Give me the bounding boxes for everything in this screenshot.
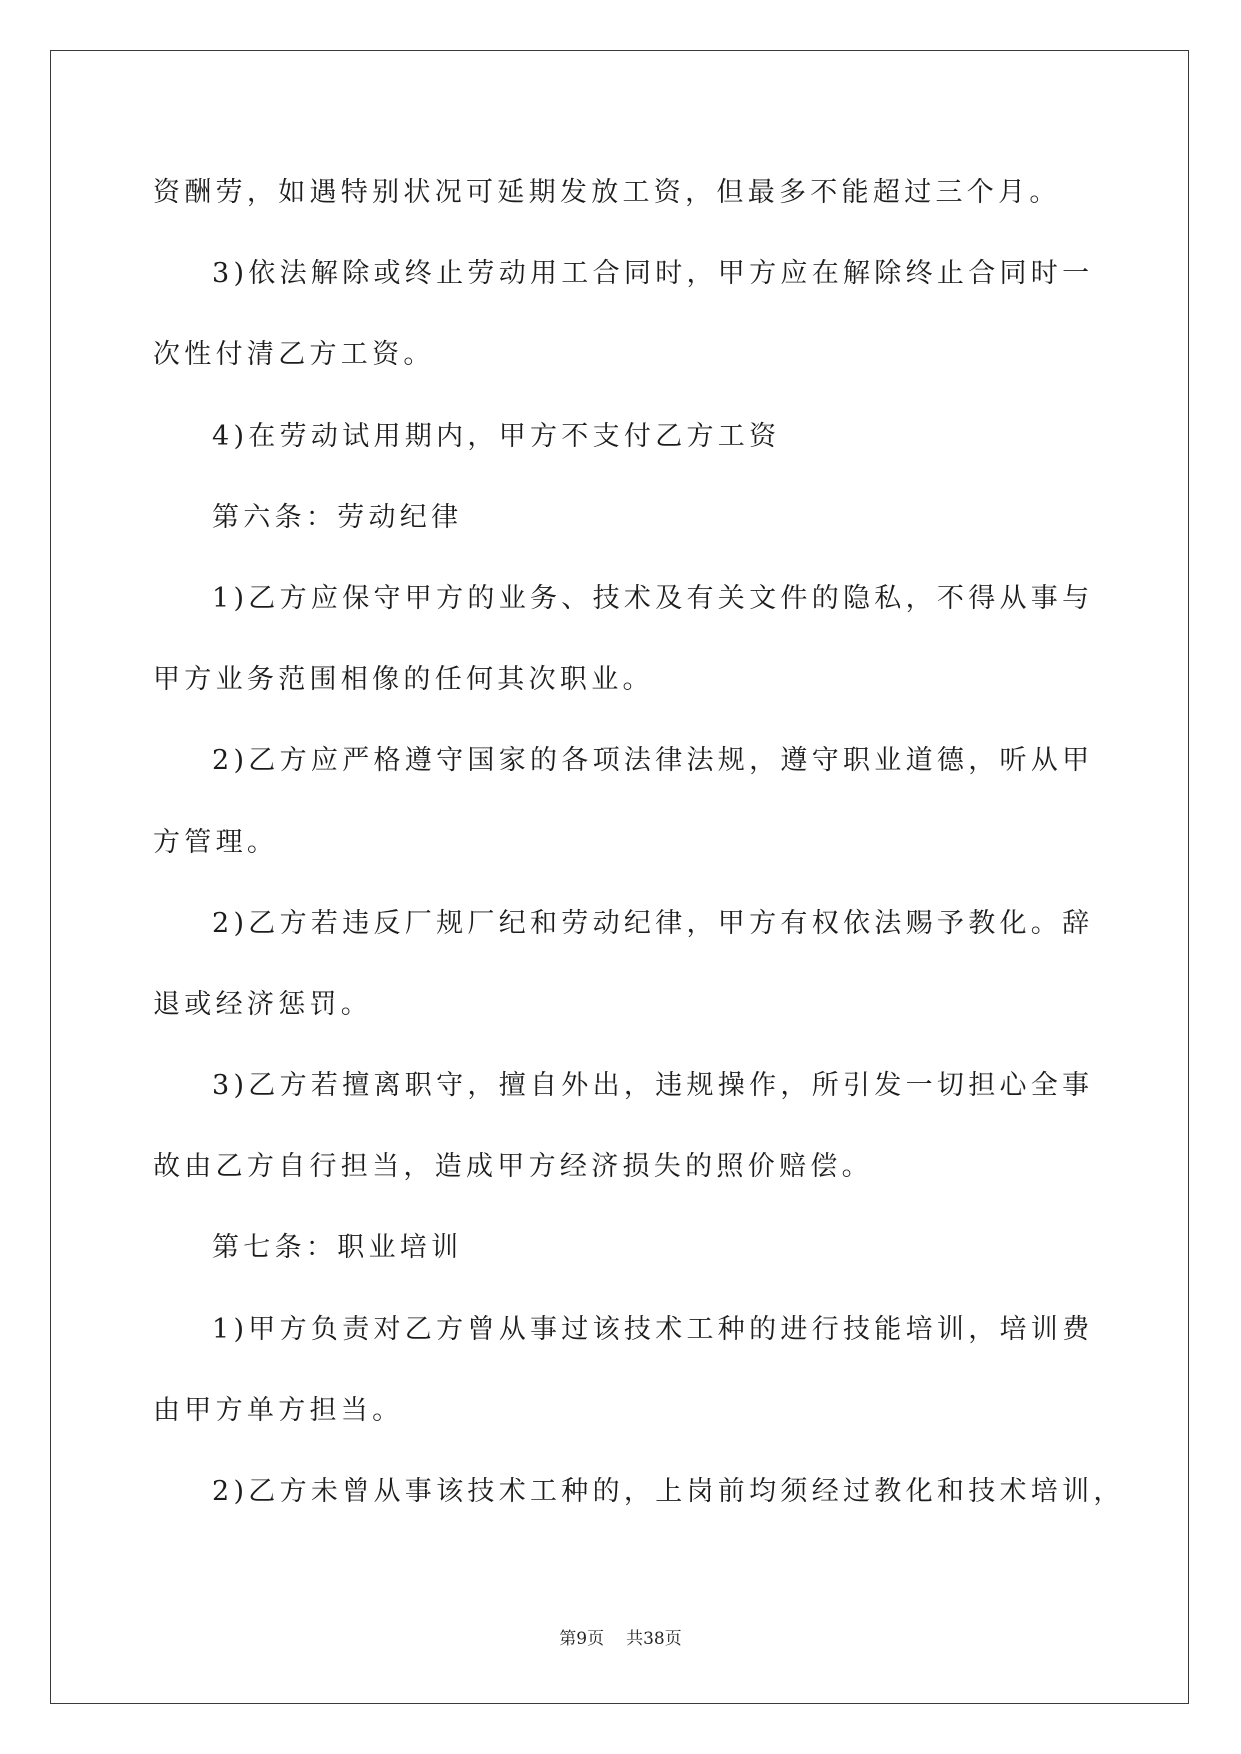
paragraph	[153, 1289, 1173, 1451]
text-line: 次性付清乙方工资。	[153, 339, 435, 371]
section-heading	[153, 1207, 1173, 1288]
section-heading	[153, 477, 1173, 558]
paragraph	[153, 883, 1173, 1045]
text-line: 3)乙方若擅离职守，擅自外出，违规操作，所引发一切担心全事	[212, 1070, 1094, 1102]
paragraph	[153, 233, 1173, 395]
page-total: 共38页	[626, 1629, 682, 1649]
paragraph	[153, 396, 1173, 477]
paragraph	[153, 1451, 1173, 1532]
text-line: 资酬劳，如遇特别状况可延期发放工资，但最多不能超过三个月。	[153, 177, 1061, 208]
section-heading-text: 第七条：职业培训	[212, 1232, 463, 1264]
paragraph	[153, 558, 1173, 720]
paragraph	[153, 1045, 1173, 1207]
paragraph	[153, 720, 1173, 882]
page-footer	[0, 1627, 1241, 1651]
section-heading-text: 第六条：劳动纪律	[212, 501, 463, 533]
text-line: 2)乙方若违反厂规厂纪和劳动纪律，甲方有权依法赐予教化。辞	[212, 907, 1094, 939]
text-line: 方管理。	[153, 826, 279, 858]
document-body	[153, 152, 1173, 1532]
text-line: 退或经济惩罚。	[153, 988, 373, 1020]
text-line: 3)依法解除或终止劳动用工合同时，甲方应在解除终止合同时一	[212, 258, 1094, 290]
text-line: 由甲方单方担当。	[153, 1394, 404, 1426]
text-line: 1)乙方应保守甲方的业务、技术及有关文件的隐私，不得从事与	[212, 582, 1094, 614]
page-number: 第9页	[559, 1629, 605, 1649]
text-line: 甲方业务范围相像的任何其次职业。	[153, 664, 654, 696]
text-line: 故由乙方自行担当，造成甲方经济损失的照价赔偿。	[153, 1151, 873, 1183]
paragraph	[153, 152, 1173, 233]
text-line: 1)甲方负责对乙方曾从事过该技术工种的进行技能培训，培训费	[212, 1313, 1094, 1345]
text-line: 4)在劳动试用期内，甲方不支付乙方工资	[212, 420, 781, 452]
text-line: 2)乙方未曾从事该技术工种的，上岗前均须经过教化和技术培训，	[212, 1476, 1125, 1507]
text-line: 2)乙方应严格遵守国家的各项法律法规，遵守职业道德，听从甲	[212, 745, 1094, 777]
